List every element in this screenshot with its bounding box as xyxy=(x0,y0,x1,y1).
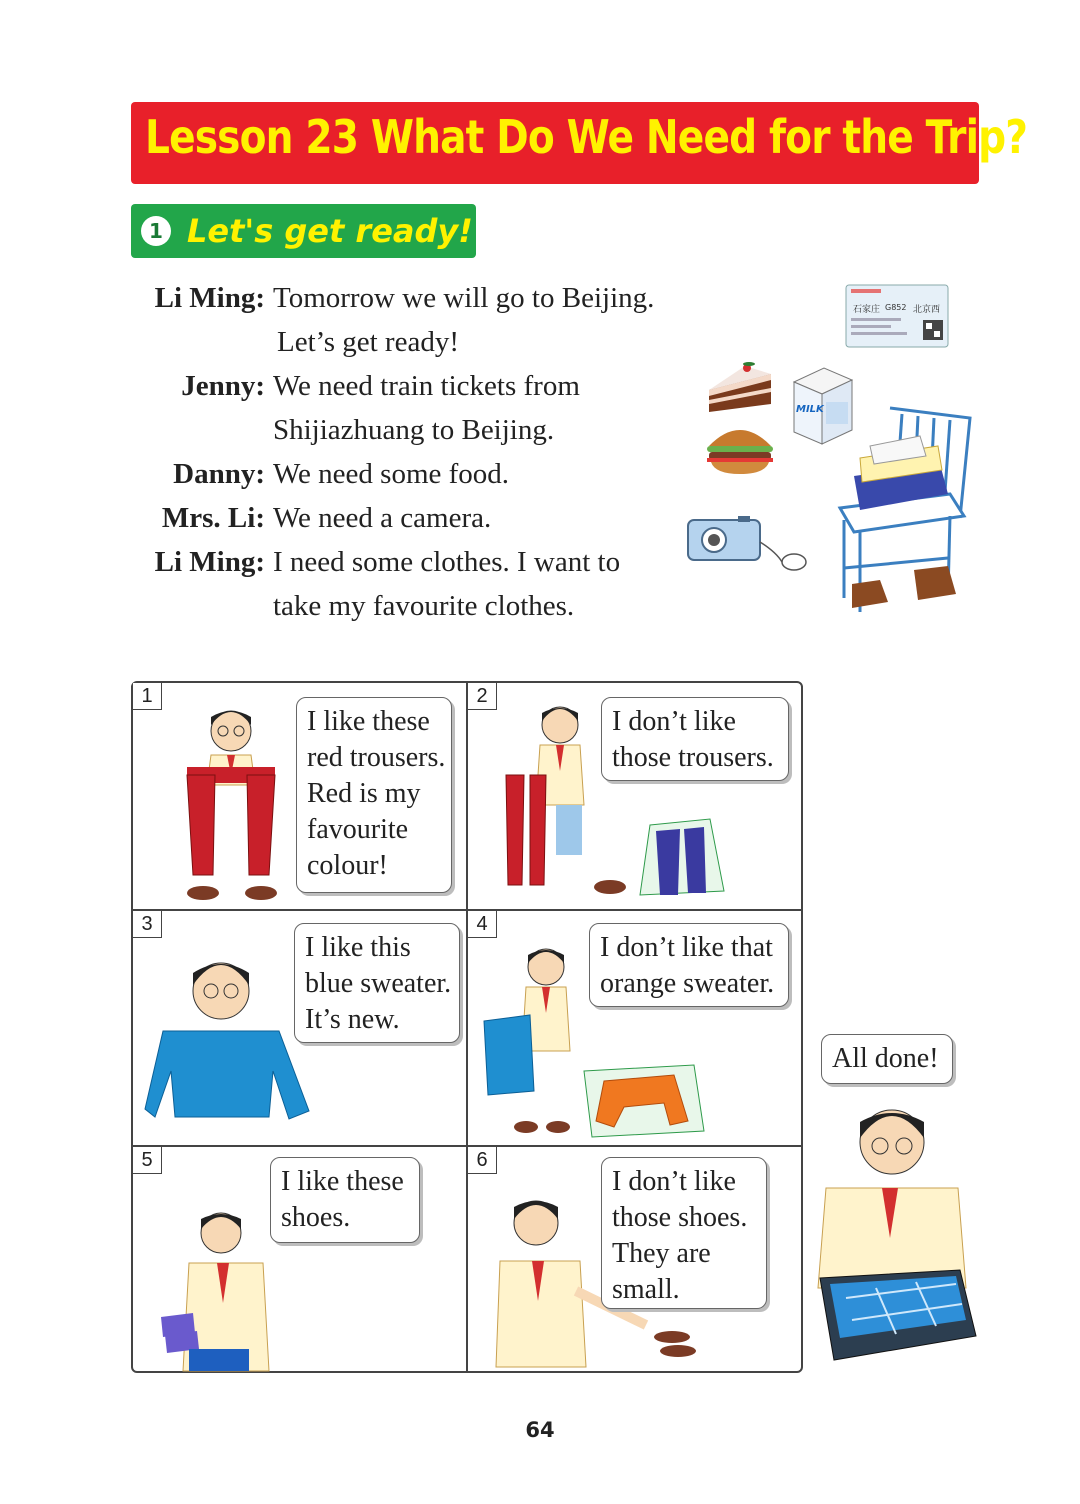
camera-icon xyxy=(686,512,810,572)
ticket-to: 北京西 xyxy=(913,305,941,315)
bubble-line: All done! xyxy=(832,1043,939,1074)
bubble-line: I like this xyxy=(305,932,411,963)
speaker-name: Li Ming: xyxy=(154,282,265,314)
bubble-line: blue sweater. xyxy=(305,968,452,999)
speaker-name: Danny: xyxy=(173,458,265,490)
speaker-name: Mrs. Li: xyxy=(161,502,265,534)
bubble-line: I like these xyxy=(281,1166,404,1197)
section-header xyxy=(131,204,476,258)
boy-figure-icon xyxy=(159,1207,279,1371)
chair-with-clothes-icon xyxy=(830,398,976,620)
speech-bubble xyxy=(294,923,460,1043)
comic-panel-1 xyxy=(133,683,466,909)
bubble-line: orange sweater. xyxy=(600,968,775,999)
comic-panel-2 xyxy=(468,683,801,909)
bubble-line: Red is my xyxy=(307,778,421,809)
milk-label: MILK xyxy=(796,404,824,415)
suitcase-icon xyxy=(820,1270,976,1360)
comic-panel-3 xyxy=(133,911,466,1145)
cake-icon xyxy=(705,360,775,416)
bubble-line: colour! xyxy=(307,850,388,881)
page-number: 64 xyxy=(525,1418,555,1442)
speech-text: take my favourite clothes. xyxy=(273,590,575,622)
speech-text: I need some clothes. I want to xyxy=(273,546,621,578)
bubble-line: those trousers. xyxy=(612,742,774,773)
panel-number: 6 xyxy=(468,1147,497,1174)
lesson-title: Lesson 23 What Do We Need for the Trip? xyxy=(145,110,1028,164)
panel-number: 4 xyxy=(468,911,497,938)
bubble-line: those shoes. xyxy=(612,1202,748,1233)
panel-number: 2 xyxy=(468,683,497,710)
comic-panel-6 xyxy=(468,1147,801,1371)
speech-text: Tomorrow we will go to Beijing. xyxy=(273,282,655,314)
speech-text: We need a camera. xyxy=(273,502,492,534)
bubble-line: They are xyxy=(612,1238,711,1269)
speech-text: We need train tickets from xyxy=(273,370,580,402)
speech-bubble-all-done xyxy=(821,1034,953,1084)
section-title: Let's get ready! xyxy=(187,212,473,250)
comic-panel-5 xyxy=(133,1147,466,1371)
ticket-train: G852 xyxy=(885,303,907,312)
speech-bubble xyxy=(296,697,452,893)
section-number: 1 xyxy=(141,216,171,246)
bubble-line: shoes. xyxy=(281,1202,351,1233)
bubble-line: It’s new. xyxy=(305,1004,400,1035)
speech-bubble xyxy=(589,923,789,1007)
bubble-line: I don’t like xyxy=(612,706,736,737)
panel-number: 3 xyxy=(133,911,162,938)
boy-figure-icon xyxy=(806,1098,980,1364)
speech-text: Shijiazhuang to Beijing. xyxy=(273,414,555,446)
speech-bubble xyxy=(601,1157,767,1309)
bubble-line: I don’t like xyxy=(612,1166,736,1197)
train-ticket-icon xyxy=(845,284,949,348)
lesson-title-bar xyxy=(131,102,1028,184)
bubble-line: favourite xyxy=(307,814,409,845)
comic-panel-4 xyxy=(468,911,801,1145)
speech-text: We need some food. xyxy=(273,458,510,490)
bubble-line: red trousers. xyxy=(307,742,446,773)
speech-bubble xyxy=(601,697,789,781)
speech-text: Let’s get ready! xyxy=(277,326,459,358)
hamburger-icon xyxy=(703,420,777,476)
panel-number: 1 xyxy=(133,683,162,710)
speaker-name: Li Ming: xyxy=(154,546,265,578)
boy-figure-icon xyxy=(171,695,291,905)
bubble-line: I don’t like that xyxy=(600,932,773,963)
bubble-line: small. xyxy=(612,1274,680,1305)
speech-bubble xyxy=(270,1157,420,1243)
boy-figure-icon xyxy=(143,941,313,1137)
bubble-line: I like these xyxy=(307,706,430,737)
ticket-from: 石家庄 xyxy=(853,305,881,315)
panel-number: 5 xyxy=(133,1147,162,1174)
speaker-name: Jenny: xyxy=(181,370,265,402)
